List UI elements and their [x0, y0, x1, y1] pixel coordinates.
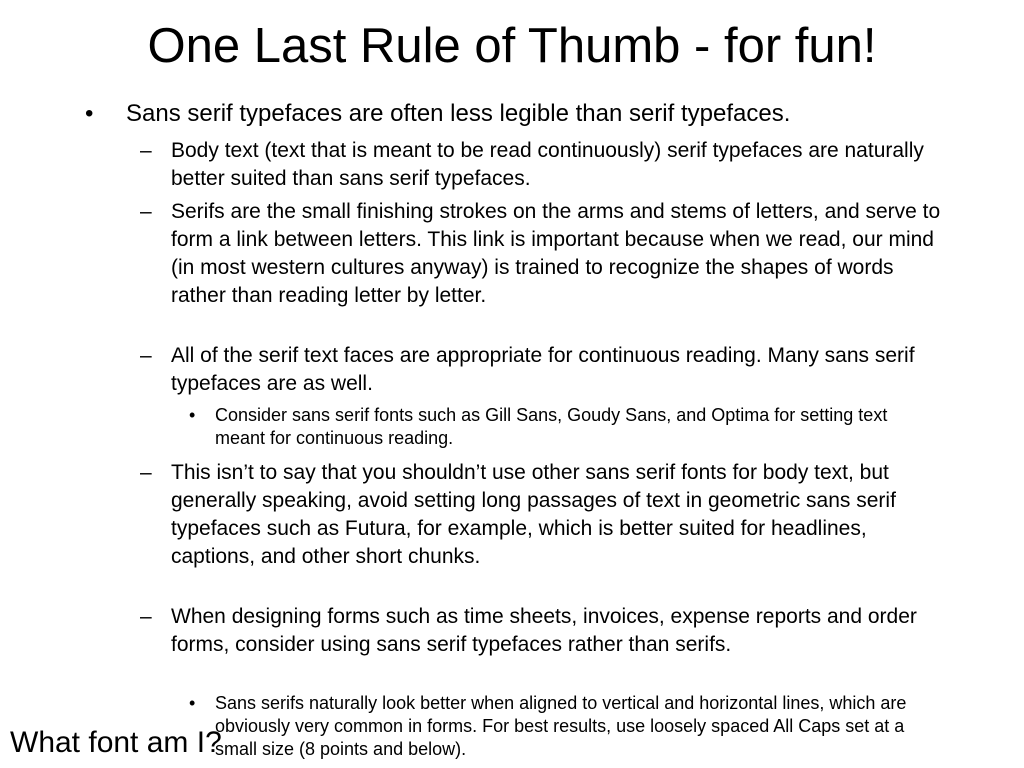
sub-bullet-text: Serifs are the small finishing strokes on the arms and stems of letters, and serve to form a link between letters. This link is important because when we read, our mind (in most western cultures anyway) is trained to recognize the shapes of words rather than reading letter by letter. — [171, 200, 941, 307]
slide-title: One Last Rule of Thumb - for fun! — [147, 19, 877, 73]
sub-bullet-text: When designing forms such as time sheets, invoices, expense reports and order forms, consider using sans serif typefaces rather than serifs. — [171, 605, 917, 656]
nested-bullet-text: Sans serifs naturally look better when aligned to vertical and horizontal lines, which are obviously very common in forms. For best results, use loosely spaced All Caps set at a small size (8 points and below). — [215, 693, 907, 759]
overlay-caption: What font am I? — [10, 726, 222, 759]
dot-icon: • — [189, 693, 196, 713]
sub-bullet-text: Body text (text that is meant to be read continuously) serif typefaces are naturally better suited than sans serif typefaces. — [171, 139, 924, 190]
dot-icon: • — [189, 405, 196, 425]
sub-bullet-text: This isn’t to say that you shouldn’t use other sans serif fonts for body text, but generally speaking, avoid setting long passages of text in geometric sans serif typefaces such as Futura, for example, which is better suited for headlines, captions, and other short chunks. — [171, 461, 896, 568]
dash-icon: – — [140, 344, 152, 367]
dash-icon: – — [140, 605, 152, 628]
bullet-icon: • — [85, 100, 94, 127]
sub-bullet-text: All of the serif text faces are appropriate for continuous reading. Many sans serif typefaces are as well. — [171, 344, 915, 395]
dash-icon: – — [140, 461, 152, 484]
dash-icon: – — [140, 139, 152, 162]
nested-bullet-text: Consider sans serif fonts such as Gill Sans, Goudy Sans, and Optima for setting text meant for continuous reading. — [215, 405, 888, 448]
dash-icon: – — [140, 200, 152, 223]
main-bullet-text: Sans serif typefaces are often less legible than serif typefaces. — [126, 100, 791, 127]
